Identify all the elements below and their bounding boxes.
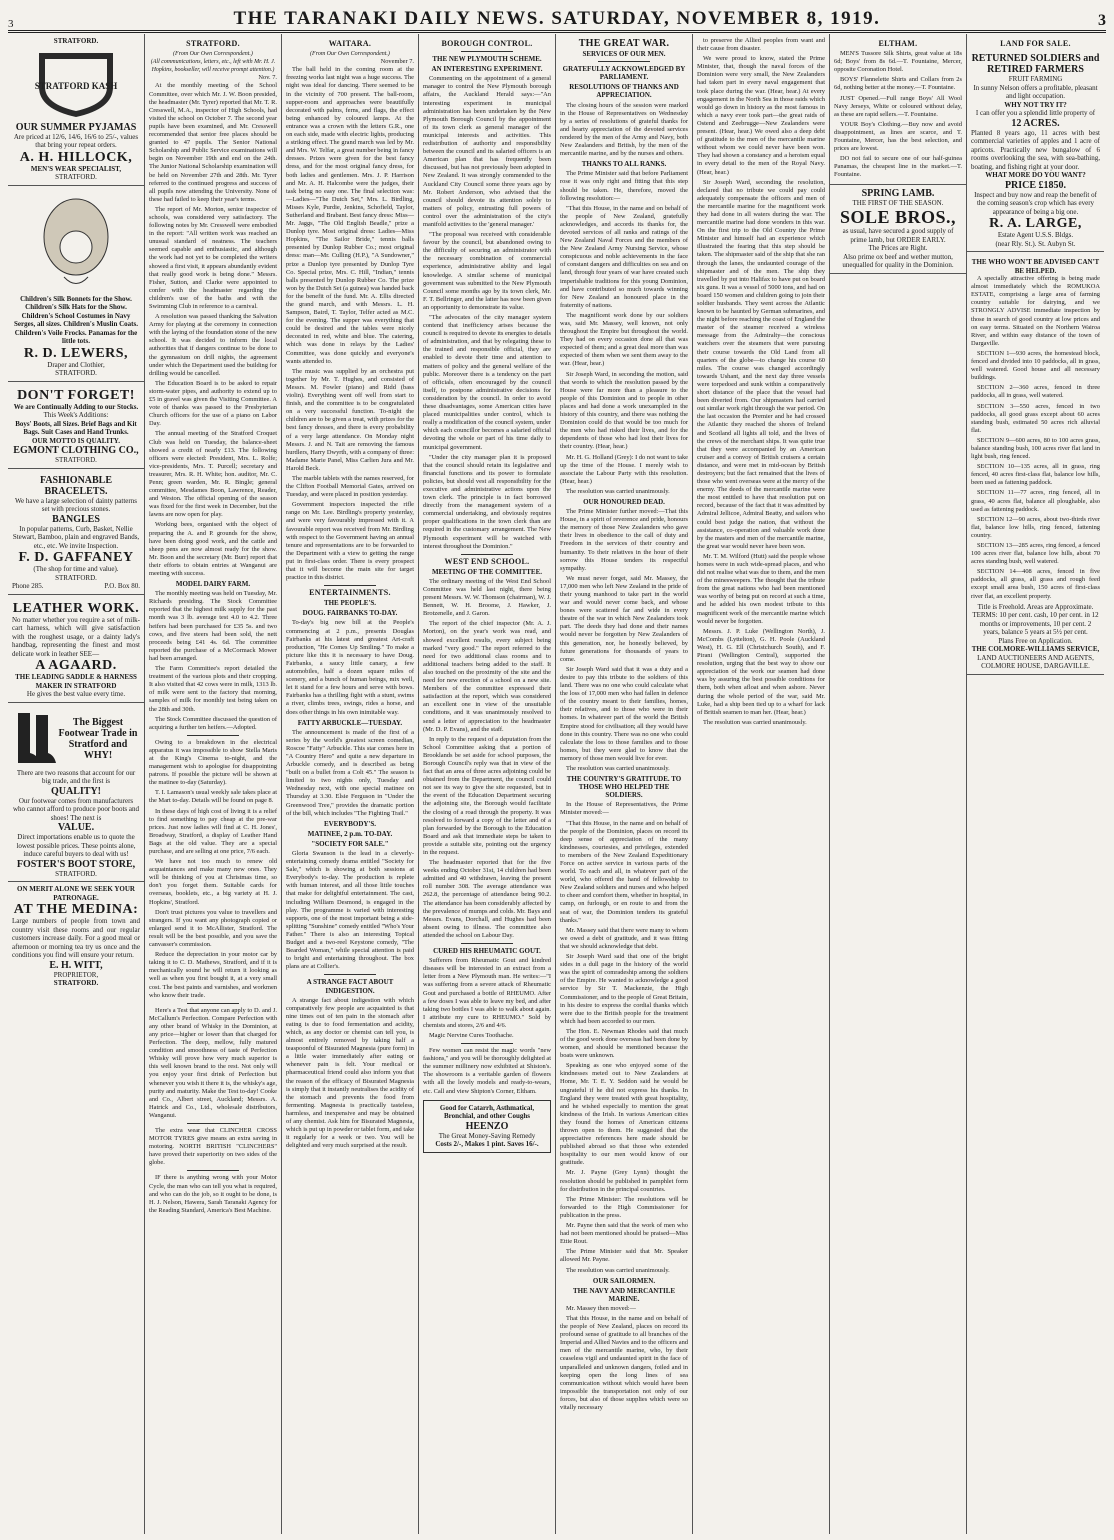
motto: OUR MOTTO IS QUALITY.: [32, 436, 120, 445]
paragraph: The marble tablets with the names reserved, for the Clifton Football Memorial Gates, arrived on Tuesday, and were placed in position yesterday.: [286, 474, 414, 499]
heenzo-heading: Good for Catarrh, Asthmatical, Bronchial, and other Coughs: [439, 1103, 535, 1121]
pyjamas-body: Are priced at 12/6, 14/6, 16/6 to 25/-, values that bring your repeat orders.: [13, 132, 139, 150]
hillock-name: A. H. HILLOCK,: [19, 149, 133, 165]
aagaard-tagline: He gives the best value every time.: [26, 690, 126, 699]
paragraph: The ordinary meeting of the West End School Committee was held last night, there being present Messrs. W. W. Thomson (chairman), W. J. Bennett, W. H. Broome, J. Hawker, J. Brotzenelle, and J. Garon.: [423, 577, 551, 618]
paragraph: SECTION 1—930 acres, the homestead block, fenced and divided into 10 paddocks, all in grass, well watered. Good house and all necessary buildings.: [971, 349, 1100, 382]
paragraph: In reply to the request of a deputation from the School Committee asking that a portion of Brooklands be set aside for school purposes, the Borough Council's reply was that in view of the fact that an area of three acres adjoining could be obtained from the Department, the council could not see its way to give the site requested, but in the event of the Education Department securing the adjoining site, the Borough would facilitate the closing of a road through the property. It was resolved to forward a copy of the letter and of a plan forwarded by the Borough to the Education Board and ask that immediate steps be taken to provide a suitable site, pointing out the urgency in the request.: [423, 735, 551, 856]
paragraph: Mr. Payne then said that the work of men who had not been mentioned should be praised—Miss Ettie Rout.: [560, 1222, 688, 1246]
paragraph: The report of Mr. Morton, senior inspector of schools, was considered very satisfactory. The following notes by Mr. Cresswell were embodied in the report: "All written work was reached an unusual standard of neatness. The teachers seemed capable and enthusiastic, and although the work had not yet to be completed the writers showed a first visit, it appears abundantly evident that really good work is being done." Messrs. Fisher, Sutton, and Clarke were appointed to confer with the headmaster regarding the children's use of the baths and with the Swimming Club in reference to a carnival.: [149, 205, 277, 310]
divider: [461, 51, 512, 52]
paragraph: SECTION 11—77 acres, ring fenced, all in grass, 40 acres flat, balance all ploughable, also used as fattening paddock.: [971, 489, 1100, 513]
hillock-ad: [8, 46, 144, 186]
paragraph: SECTION 14—408 acres, fenced in five paddocks, all grass, all grass and rough feed except small area bush, 150 acres of first-class river flat, an excellent property.: [971, 568, 1100, 600]
soldiers-heading: RETURNED SOLDIERS and RETIRED FARMERS: [971, 53, 1100, 76]
large-p1: In sunny Nelson offers a profitable, pleasant and light occupation.: [973, 83, 1098, 101]
paragraph: Owing to a breakdown in the electrical apparatus it was impossible to show Stella Maris at the King's Cinema to-night, and the management wish to apologise for disappointing patrons. If possible the picture will be shown at the matinee to-day (Saturday).: [149, 738, 277, 787]
footwear-body: There are two reasons that account for our big trade, and the first is: [16, 768, 136, 786]
paragraph: The Prime Minister said that Mr. Speaker allowed Mr. Payne.: [560, 1248, 688, 1264]
paragraph: The resolution was carried unanimously.: [566, 487, 670, 495]
egmont-name: EGMONT CLOTHING CO.,: [13, 445, 139, 457]
subheading: THE NEW PLYMOUTH SCHEME.: [432, 55, 542, 64]
paragraph: The Farm Committee's report detailed the treatment of the various plots and their cropping. It also visited that 42 cows were in milk, 1313 lb. of milk were sent to the factory that morning, samples of milk for monthly test being taken on the 28th and 30th.: [149, 665, 277, 713]
colmore-ad: [967, 255, 1104, 675]
fruit-heading: FRUIT FARMING: [1008, 75, 1063, 84]
paragraph: Sir Joseph Ward, seconding the resolution, declared that no tribute we could pay could adequately compensate the officers and men of the mercantile marine for the magnificent work they had done in all waters during the war. The mercantile marine had done wonders in this war. On the first trip to the Old Country the Prime Minister and himself had an experience which illustrated the fearing that this step should be taken. The shipmaster said of the ship that she ran through the lanes, the undaunted courage of the shipmaster and of the men. The ship they travelled by put into Halifax to have put on board six guns. It was a vessel of 5000 tons, and had on board 150 women and children going to join their soldier husbands. They went across the Atlantic known to be haunted by German submarines, and the night before reaching the coast of England the master of the steamer received a wireless message from the Admiralty—the conscious watchers over the steamers that were pursuing their course towards the Old Land from all quarters of the globe—to change his course 60 miles. The course was changed accordingly towards Ushant, and the next day three vessels were torpedoed and sunk within a comparatively short distance of the place that the vessel had been diverted from. Our shipmasters had carried out similar work right through the war period. On the last occasion the Premier and he had crossed the Atlantic they reached the shores of Ireland and Scotland all lights all told, and the lives of the crews of the merchant ships. It was quite true that they were accompanied by an American cruiser and a convoy of British cruisers a certain distance, and were met in mid-ocean by British destroyers; but the fact remained that the lives of those who went overseas were at the mercy of the enemy. The deeds of the mercantile marine were the most entitled to have that resolution put on record, because of the fact that it was admitted by Admiral Jellicoe, Admiral Beatty, and sailors who could best judge the nation, that without the assistance, co-operation and valuable work done by the masters and men of the mercantile marine, the great war would never have been won.: [697, 178, 825, 550]
lamb-subheading: THE FIRST OF THE SEASON.: [852, 198, 944, 207]
paragraph: The Education Board is to be asked to repair storm-water pipes, and authority to extend up to £5 in gravel was given the Visiting Committee. A vote of thanks was passed to the Presbyterian Church officers for the use of a piano on Labor Day.: [149, 379, 277, 428]
colmore-sub: LAND AUCTIONEERS AND AGENTS, COLMORE HOUSE, DARGAVILLE.: [977, 653, 1094, 671]
medina-body: Large numbers of people from town and country visit these rooms and our regular customers increase daily. For a good meal or afternoon or morning tea try us once and the conditions you find will ensure your return.: [12, 917, 140, 960]
why-heading: WHY NOT TRY IT?: [1004, 100, 1067, 109]
paragraph: Don't trust pictures you value to travellers and strangers. If you want any photograph copied or enlarged send it to McAllister, Stratford. The result will be the best possible, and you save the canvasser's commission.: [149, 908, 277, 949]
heenzo-name: HEENZO: [465, 1120, 509, 1132]
paragraph: In the House of Representatives, the Prime Minister moved:—: [560, 801, 688, 817]
subheading: MEETING OF THE COMMITTEE.: [431, 567, 543, 576]
correspondent-note: (From Our Own Correspondent.): [310, 51, 390, 58]
witt-title: PROPRIETOR,: [53, 970, 99, 979]
article-heading: WAITARA.: [328, 39, 372, 48]
paragraph: Commenting on the appointment of a general manager to control the New Plymouth borough affairs, the Auckland Herald says:—"An interesting experiment in municipal administration has been undertaken by the New Plymouth Borough Council by the appointment of its town clerk as general manager of the municipal interests and activities. This redistribution of authority and responsibility between the council and its salaried officers is an American plan that has frequently been discussed, but has not previously been adopted in New Zealand. It was strongly commended to the Auckland City Council some three years ago by Mr. Robert Anderson, who advised that the council should devote its attention solely to matters of policy, entrusting full powers of control over the administration of the city's manifold activities to the 'general manager.': [423, 75, 551, 228]
article-heading: THE GREAT WAR.: [578, 38, 670, 49]
paragraph: "The proposal was received with considerable favour by the council, but abandoned owing to the difficulty of securing an administrator with the necessary combination of commercial experience, administrative ability and legal knowledge. A similar scheme of municipal government was submitted to the New Plymouth Council some months ago by its town clerk, Mr. F. T. Bellringer, and the latter has now been given an opportunity to demonstrate its value.: [423, 231, 551, 311]
article-heading: BOROUGH CONTROL.: [441, 39, 533, 48]
subheading: RESOLUTIONS OF THANKS AND APPRECIATION.: [569, 83, 679, 100]
plans-note: Plans Free on Application.: [998, 636, 1073, 645]
article-heading: WEST END SCHOOL.: [444, 556, 530, 566]
divider: [461, 943, 512, 944]
aagaard-name: A AGAARD.: [35, 658, 117, 674]
column-6: [693, 34, 830, 1534]
paragraph: The resolution was carried unanimously.: [703, 718, 807, 726]
subheading: THANKS TO ALL RANKS.: [581, 160, 667, 169]
classified-item: DO not fail to secure one of our half-guinea Panamas, the cheapest line in the market.—T. Fountaine.: [834, 155, 962, 179]
subheading: THE COUNTRY'S GRATITUDE. TO THOSE WHO HELPED THE SOLDIERS.: [566, 775, 682, 800]
gaffaney-name: F. D. GAFFANEY: [18, 550, 134, 566]
subheading: DOUG. FAIRBANKS TO-DAY.: [302, 609, 398, 618]
large-p4: Inspect and buy now and reap the benefit of the coming season's crop which has every appearance of being a big one.: [974, 190, 1097, 216]
bracelets-heading: FASHIONABLE BRACELETS.: [39, 474, 113, 497]
bangles-body: In popular patterns, Curb, Basket, Nellie Stewart, Bamboo, plain and engraved Bands, etc., etc. We invite Inspection.: [12, 524, 140, 550]
want-heading: WHAT MORE DO YOU WANT?: [985, 171, 1086, 180]
column-2: [145, 34, 282, 1534]
additions-heading: This Week's Additions:: [43, 411, 109, 420]
article-date: November 7.: [380, 58, 414, 66]
paragraph: "Under the city manager plan it is proposed that the council should retain its legislative and financial functions and its power to formulate policies, but should vest all responsibility for the executive and administrative actions upon the town clerk. The principle is in fact borrowed directly from the management system of a commercial undertaking, and obviously requires proper qualifications in the town clerk than are required in the customary arrangement. The New Plymouth experiment will be watched with interest throughout the Dominion.": [423, 453, 551, 550]
paragraph: "That this House, in the name and on behalf of the people of New Zealand, gratefully acknowledges, and accords its thanks for, the devoted services of all ranks and ratings of the New Zealand Naval Forces and the members of the New Zealand Army Nursing Service, whose conspicuous and noble achievements in the face of constant dangers and difficulties on sea and on land, through four years of war have created such imperishable traditions for this young Dominion, and have contributed so much towards winning for New Zealand an honoured place in the fraternity of nations.: [560, 204, 688, 309]
acres-heading: 12 ACRES.: [1011, 117, 1060, 129]
leather-body: No matter whether you require a set of milk-cart harness, which will give satisfaction with the roughest usage, or a dainty lady's handbag, representing the finest and most delicate work in leather SEE—: [12, 615, 140, 658]
lewers-name: R. D. LEWERS,: [23, 345, 129, 361]
paragraph: The annual meeting of the Stratford Croquet Club was held on Tuesday, the balance-sheet showed a credit of nearly £13. The following officers were elected: President, Mrs. L. Rolfe; vice-presidents, Mrs. T. Purcell; secretary and treasurer, Mrs. R. H. White; hon. auditor, Mr. C. Penn; green warden, Mr. R. Bingle; general committee, Mesdames Boon, Lawrence, Reader, and Weston. The official opening of the season was fixed for the first week in December, but the lawns are now open for play.: [149, 430, 277, 519]
quality-heading: QUALITY!: [50, 785, 101, 797]
column-1: [8, 34, 145, 1534]
lamb-heading: SPRING LAMB.: [861, 187, 935, 199]
paragraph: Sufferers from Rheumatic Gout and kindred diseases will be interested in an extract from a letter from a New Plymouth man. He writes:—"I was suffering from a severe attack of Rheumatic Gout and purchased a bottle of RHEUMO. After a few doses I was able to leave my bed, and after taking two bottles I was able to walk about again. I attribute my cure to RHEUMO." Sold by chemists and stores, 2/6 and 4/6.: [423, 957, 551, 1029]
article-heading: LAND FOR SALE.: [1000, 39, 1071, 48]
classified-item: MEN'S Tussore Silk Shirts, great value at 18s 6d; Boys' from 8s 6d.—T. Fountaine, Mercer, opposite Coronation Hotel.: [834, 50, 962, 74]
paragraph: A specially attractive offering is being made almost immediately which the ROMUKOA ESTATE, comprising a large area of farming country suitable for dairying, and we STRONGLY ADVISE immediate inspection by those in search of good country at low prices and on easy terms. Situated on the Northern Wairoa River, and within easy distance of the town of Dargaville.: [971, 275, 1100, 347]
paragraph: The Prime Minister further moved:—That this House, in a spirit of reverence and pride, honours the memory of those New Zealanders who gave their lives in obedience to the call of duty and Freedom in the services of their country and humanity. To their relatives in the hour of their sorrow this House tenders its respectful sympathy.: [560, 508, 688, 572]
column-3: [282, 34, 419, 1534]
egmont-ad: [8, 385, 144, 469]
value-heading: VALUE.: [57, 822, 95, 834]
paragraph: The headmaster reported that for the five weeks ending October 31st, 14 children had been admitted and 40 withdrawn, leaving the present roll number 308. The average attendance was 262.8, the percentage of attendance being 90.2. The attendance has been considerably affected by the prevalence of mumps and colds. Mr. Bays and Messrs. Evans, Dorchall, and Hughes had been absent owing to illness. The committee also attended the school on Labour Day.: [423, 859, 551, 939]
lewers-ad: [8, 189, 144, 382]
paragraph: The ball held in the coming room at the freezing works last night was a huge success. The night was ideal for dancing. There seemed to be in the vicinity of 700 present. The ball-room, supper-room and approaches were beautifully decorated with palms, ferns, and flags, the effect being enhanced by coloured lamps. At the entrance was a crown with the letters G.R., one on each side, made with electric lights, producing a striking effect. The grand march was led by Mr. and Mrs. W. Telfar, a great number being in fancy dresses. Prizes were given for the best fancy dress, and for the most original fancy dress, for both ladies and gentlemen. Mrs. J. P. Harrison and Mr. A. H. Halcombe were the judges, their task being no easy one. The final selection was:—Ladies—"The Dutch Set," Mrs. L. Birdling, Misses Kyle, Purdie, Jenkins, Schofield, Taylor, Sutherland and Brabant. Best fancy dress: Miss—Mr. Jaggs, "The Old English Beadle," prize a Dunlop tyre. Most original dress: Ladies—Miss Hopkins, "The Sailor Bride," tennis balls presented by Dunlop Rubber Co.; most original dress: man—Mr. Culling (H.P.), "A Sundowner," prize a Dunlop tyre presented by Dunlop Tyre Co. Special prize, Mrs. C. Hill, "Indian," tennis balls presented by Dunlop Rubber Co. The prize won by the Dutch Set (a guinea) was handed back for the benefit of the fund. Mr. A. Ellis directed the grand march, and with Messrs. L. H. Sampson, Baird, T. Taylor, Telfer acted as M.C. for the evening. The supper was everything that could be desired and the tables were nicely decorated in red, white and blue. The catering, which was done in relays by the Ladies' Committee, was done quickly and everyone's wants attended to.: [286, 66, 414, 365]
paragraph: The Stock Committee discussed the question of acquiring a further ten heifers.—Adopted.: [149, 715, 277, 731]
merit-line: ON MERIT ALONE WE SEEK YOUR PATRONAGE.: [17, 885, 135, 902]
paragraph: Magic Nervine Cures Toothache.: [429, 1031, 514, 1039]
paragraph: We were proud to know, stated the Prime Minister, that, though the naval forces of the Dominion were very small, the New Zealanders had taken part in every naval engagement that took place during the war. (Hear, hear.) At every engagement in the North Sea in those raids which would go down in history as the most famous in which a navy ever took part—the great raids of Ostend and Zeebrugge—New Zealanders were present. (Hear, hear.) We owed also a deep debt of gratitude to the men of the mercantile marine without whom we could never have been won. They had shown a constancy and a heroism equal in every detail to the men of the Royal Navy. (Hear, hear.): [697, 55, 825, 176]
logo-text: STRATFORD KASH: [34, 80, 118, 91]
paragraph: Gloria Swanson is the lead in a cleverly-entertaining comedy drama entitled "Society for Sale," which is showing at both sessions at Everybody's to-day. The production is replete with human interest, and all those little touches that make for delightful entertainment. The cast, including William Desmond, is engaged in the play. The programme is varied with interesting supports, one of the most important being a side-splitting "Sunshine" comedy entitled "Who's Your Father." There is also an interesting Topical Budget and a two-reel Keystone comedy, "The Bearded Woman," while special attention is paid to bright and entertaining throughout. The box plans are at Collier's.: [286, 850, 414, 971]
paragraph: Mr. H. G. Holland (Grey): I do not want to take up the time of the House. I merely wish to associate the Labour Party with this resolution. (Hear, hear.): [560, 453, 688, 485]
communications-note: (All communications, letters, etc., left with Mr. H. J. Hopkins, bookseller, will receive prompt attention.): [150, 59, 276, 74]
paragraph: Here's a Test that anyone can apply to D. and J. McCallum's Perfection. Compare Perfection with any other brand of Whisky in the Dominion, at any price—higher or lower than that charged for Perfection. The deep, mellow, fully matured condition and smoothness of taste of Perfection Whisky will prove how very much superior is this well known brand to the rest. Not only will you enjoy your first drink of Perfection but whenever you wish it there it is, the whisky's age, purity and maturity. Make the Test to-day! Cooke and Co., Albert street, Auckland; Messrs. A. Hatrick and Co., Ltd., wholesale distributors, Wanganui.: [149, 1006, 277, 1119]
subheading: OUR HONOURED DEAD.: [583, 497, 665, 506]
paragraph: Government inspectors inspected the rifle range on Mr. Lee. Birdling's property yesterday, and were very favourably impressed with it. A favourable report was received from Mr. Birdling with respect to the Government having an annual tenure and representations are to be forwarded to the Department with a view to getting the range put in first-class order. There is every prospect that it will become the main site for target practice in this district.: [286, 501, 414, 582]
title-note: Title is Freehold. Areas are Approximate.: [977, 602, 1094, 611]
subheading: MATINEE, 2 p.m. TO-DAY.: [307, 829, 393, 838]
heenzo-price: Costs 2/-, Makes 1 pint. Saves 16/-.: [435, 1140, 539, 1149]
article-heading: STRATFORD.: [186, 39, 240, 48]
large-p2: I can offer you a splendid little property of: [975, 109, 1096, 118]
aagaard-ad: [8, 598, 144, 703]
gaffaney-ad: [8, 472, 144, 595]
boots-illustration-icon: [12, 709, 56, 769]
divider: [324, 974, 375, 975]
divider: [598, 61, 649, 62]
large-p3: Planted 8 years ago, 11 acres with best commercial varieties of apples and 1 acre of apricots. Practically new bungalow of 6 rooms overlooking the sea, with sea-bathing, boating, and fishing right at your door.: [971, 128, 1100, 171]
lewers-lines: Children's Silk Bonnets for the Show. Children's Silk Hats for the Show. Children's School Costumes in Navy Serges, all sizes. Children's Muslin Coats. Children's Voile Frocks. Panamas for the little tots.: [14, 294, 138, 346]
paragraph: IF there is anything wrong with your Motor Cycle, the man who can tell you what is required, and who can do the job, so it ought to be done, is H. J. Nelson, Hawera, Sarah Taranaki Agency for the Reading Standard, America's Best Machine.: [149, 1174, 277, 1214]
classified-item: BOYS' Flannelette Shirts and Collars from 2s 6d, nothing better at the money.—T. Fountaine.: [834, 76, 962, 92]
masthead-left: 3: [8, 18, 14, 30]
lewers-trade: Draper and Clothier,: [47, 360, 105, 369]
subheading: GRATEFULLY ACKNOWLEDGED BY PARLIAMENT.: [562, 65, 686, 82]
paragraph: Mr. T. M. Wilford (Hutt) said the people whose homes were in such wide-spread places, and who did not realise what was due to them, and the men of the minesweepers. The thought that the tribute from the great nations who had been mentioned was worthy of being put on record at such a time, and he added his own modest tribute to this magnificent work of the mercantile marine which would never be forgotten.: [697, 552, 825, 625]
egmont-town: STRATFORD.: [55, 456, 97, 465]
paragraph: The music was supplied by an orchestra put together by Mr. T. Hughes, and consisted of Messrs. M. Fowler (piano) and Ridd (bass violin). Everything went off well from start to finish, and the committee is to be congratulated on a very successful function. To-night the children are to be given a treat, with prizes for the best fancy dresses, and there is every probability of a very large attendance. On Monday night Messrs. J. and N. Tait are removing the famous hurdlers, Harry Dwyrth, with a company of three: Madame Marie Panel, Miss Carlien Jura and Mr. Harold Beck.: [286, 367, 414, 472]
paragraph: Mr. Massey said that there were many to whom we owed a debt of gratitude, and it was fitting that we should acknowledge that debt.: [560, 926, 688, 950]
subheading: AN INTERESTING EXPERIMENT.: [431, 65, 543, 74]
divider: [187, 1123, 238, 1124]
quality-body: Our footwear comes from manufacturers who cannot afford to produce poor boots and shoes! The next is: [12, 796, 140, 822]
medina-heading: AT THE MEDINA:: [13, 902, 139, 918]
bangles-heading: BANGLES: [52, 513, 100, 525]
article-heading: ELTHAM.: [878, 39, 918, 48]
paragraph: "That this House, in the name and on behalf of the people of the Dominion, places on record its deep sense of appreciation of the many kindnesses, courtesies, and privileges, extended to members of the New Zealand Expeditionary Force on active service in various parts of the world. To each and all, in whatever part of the world, who offered the hand of fellowship to New Zealand soldiers and nurses and who helped to cheer and comfort them, whether in hospital, in camp, on furlough, or en route to and from the seat of war, the Dominion tenders its grateful thanks.": [560, 819, 688, 924]
masthead: [8, 8, 1106, 33]
subheading: SERVICES OF OUR MEN.: [582, 50, 666, 59]
paragraph: Reduce the depreciation in your motor car by taking it to C. D. Mathews, Stratford, and if it is mechanically sound he will return it looking as well as when you first bought it, at a very small cost. The best paints and varnishes, and workmen who know their trade.: [149, 951, 277, 999]
paragraph: Speaking as one who enjoyed some of the kindnesses meted out to New Zealanders at Home, Mr. T. E. Y. Seddon said he would be ungrateful if he did not express his thanks. In England they were treated with great hospitality, and he wished especially to mention the great kindness of the Irish. In various American cities they found the homes of American citizens thrown open to them. He suggested that the appreciative references here made should be published abroad so that those who extended hospitality to our men would know of our gratitude.: [560, 1062, 688, 1167]
leather-heading: LEATHER WORK.: [12, 600, 140, 616]
paragraph: In these days of high cost of living it is a relief to find something to pay cheap at the pre-war prices. Just now ladies will find at C. H. Jones', Broadway, Stratford, a display of Leather Hand Bags at the old value. They are a special purchase, and are selling at one price, 7/6 each.: [149, 807, 277, 855]
paragraph: At the monthly meeting of the School Committee, over which Mr. J. W. Boon presided, the headmaster (Mr. Tyrer) reported that Mr. T. R. Cresswell, M.A., inspector of High Schools, had visited the school on October 7. The second year pupils have been examined, and Mr. Cresswell recommended that senior free places should be granted to 47 pupils. The Senior National Scholarship and Public Service examinations will begin on November 19th and end on the 24th. The Junior National Scholarship examination will be held on November 27th and 28th. Mr. Tyrer referred to the continued progress and success of all pupils now attending the University. None of these had failed to keep their year's terms.: [149, 82, 277, 203]
paragraph: The resolution was carried unanimously.: [566, 1266, 670, 1274]
sole-also: Also prime ox beef and wether mutton, unequalled for quality in the Dominion.: [842, 252, 954, 269]
pyjamas-heading: OUR SUMMER PYJAMAS: [15, 121, 137, 133]
subheading: FATTY ARBUCKLE—TUESDAY.: [297, 718, 403, 727]
column-8: [967, 34, 1104, 1534]
subheading: THE NAVY AND MERCANTILE MARINE.: [572, 1286, 676, 1303]
colmore-name: THE COLMORE-WILLIAMS SERVICE,: [971, 645, 1100, 654]
advised-heading: THE WHO WON'T BE ADVISED CAN'T BE HELPED.: [971, 258, 1100, 275]
heenzo-ad: [423, 1100, 551, 1153]
paragraph: The Prime Minister: The resolutions will be forwarded to the High Commissioner for publication in the press.: [560, 1195, 688, 1219]
foster-name: FOSTER'S BOOT STORE,: [16, 858, 136, 870]
price: PRICE £1850.: [1004, 179, 1067, 191]
paragraph: "The advocates of the city manager system contend that inefficiency arises because the council is required to devote its energies to details of administration, and that by relegating these to the trained and responsible official, they are enabled to devote their time and attention to matters of policy and the general welfare of the public. Moreover there is a tendency on the part of officials, often encouraged by the council itself, to postpone administrative decisions for consideration by the council. In order to avoid these disadvantages, some American cities have placed municipalities under control, which is really a modification of the council system, under which each councillor becomes a salaried official devoting the whole or part of his time daily to municipal government.: [423, 314, 552, 451]
column-dateline: STRATFORD.: [53, 37, 99, 45]
hillock-town: STRATFORD.: [55, 173, 97, 182]
subheading: EVERYBODY'S.: [323, 819, 377, 828]
sole-prices: The Prices are Right.: [868, 244, 928, 252]
bonnet-illustration-icon: [36, 192, 116, 292]
paragraph: The closing hours of the session were marked in the House of Representatives on Wednesday by a series of resolutions of grateful thanks for and hearty appreciation of the devoted services rendered by the men of the Army and Navy, both New Zealanders and British, by the men of the mercantile marine, and by the nurses and others.: [560, 101, 688, 158]
medina-ad: [12, 885, 140, 988]
column-5: [556, 34, 693, 1534]
divider: [187, 735, 238, 736]
subheading: CURED HIS RHEUMATIC GOUT.: [433, 947, 541, 956]
terms-note: TERMS: 10 per cent. cash, 10 per cent. in 12 months or improvements, 10 per cent. 2 years, balance 5 years at 5½ per cent.: [972, 611, 1099, 637]
column-4: [419, 34, 556, 1534]
classified-item: JUST Opened.—Full range Boys' All Wool Navy Jerseys, White or coloured without delay, as these are rapid sellers.—T. Fountaine.: [834, 94, 962, 118]
paragraph: That this House, in the name and on behalf of the people of New Zealand, places on record its profound sense of gratitude to all branches of the Imperial and Allied Navies and to the officers and men of the mercantile marine, who, by their ceaseless vigil and undaunted spirit in the face of unparalleled and unknown dangers, foiled and in keeping open the long lines of sea communication without which would have been impossible the transportation not only of our forces, but also of those supplies which were so vitally necessary: [560, 1314, 688, 1411]
article-date: Nov. 7.: [258, 74, 277, 82]
divider: [324, 585, 375, 586]
page-number: 3: [1098, 12, 1106, 29]
paragraph: SECTION 9—600 acres, 80 to 100 acres grass, balance standing bush, 100 acres river flat land in light bush, ring fenced.: [971, 436, 1100, 461]
foster-town: STRATFORD.: [55, 869, 97, 878]
divider: [461, 1043, 512, 1044]
paragraph: The resolution was carried unanimously.: [566, 764, 670, 772]
paragraph: SECTION 3—550 acres, fenced in two paddocks, all good grass except about 60 acres standing bush, estimated 50 acres rich alluvial flat.: [971, 402, 1100, 434]
paragraph: The extra wear that CLINCHER CROSS MOTOR TYRES give means an extra saving in motoring. NORTH BRITISH "CLINCHERS" have proved their superiority on two sides of the globe.: [149, 1127, 277, 1167]
paragraph: The Prime Minister said that before Parliament rose it was only right and fitting that this step should be taken. He, therefore, moved the following resolution:—: [560, 170, 688, 202]
paragraph: The monthly meeting was held on Tuesday, Mr. Richards presiding. The Stock Committee reported that the highest milk supply for the past month was 3 lb. average test 4.0 to 4.2. Three heifers had been purchased for £35 5s. and two cows, and five steers had been sold, the nett proceeds being £41 4s. 6d. The committee reported the purchase of a McCormack Mower had been arranged.: [149, 590, 277, 662]
paragraph: To-day's big new bill at the People's commencing at 2 p.m., presents Douglas Fairbanks at his latest and greatest Art-craft production, "He Comes Up Smiling." To make a picture like this it is necessary to have Doug. Fairbanks, a saucy little canary, a few automobiles, half a dozen square miles of scenery, and a bunch of human beings, mix well, let it stand for a few hours and serve with bows. Fairbanks has a thrilling fight with a stunt, swims a river, climbs trees, swings, rides a horse, and does other things in his own inimitable way.: [286, 619, 414, 716]
subheading: THE PEOPLE'S.: [323, 599, 377, 608]
subheading: "SOCIETY FOR SALE.": [311, 839, 389, 848]
paragraph: Mr. Massey then moved:—: [566, 1304, 636, 1312]
divider: [461, 554, 512, 555]
subheading: A STRANGE FACT ABOUT INDIGESTION.: [306, 978, 394, 995]
lewers-town: STRATFORD.: [55, 369, 97, 378]
paragraph: The report of the chief inspector (Mr. A. J. Morton), on the year's work was read, and showed excellent results, every subject being marked "very good." The report referred to the need for two additional class rooms and to additional teachers being added to the staff. It also touched on the proximity of the site and the need for new erection of a school on a new site. Members of the committee expressed their satisfaction at the report, which was considered an excellent one in view of the unsuitable conditions, and it was unanimously resolved to send a letter of appreciation to the headmaster (Mr. D. P. Evans), and the staff.: [423, 620, 551, 733]
paragraph: The announcement is made of the first of a series by the world's greatest screen comedian, Roscoe "Fatty" Arbuckle. This star comes here in "A Country Hero" and quite a new departure in Arbuckle comedy, and is described as being "built on a bullet from a Colt 45." The season is limited to two nights only, Tuesday and Wednesday next, with one special matinee on Thursday at 3.30. Elsie Ferguson in "Under the Greenwood Tree," provides the dramatic portion of the bill, which includes "The Fighting Trail.": [286, 728, 414, 817]
paragraph: SECTION 12—90 acres, about two-thirds river flat, balance low hills, ring fenced, fattening country.: [971, 515, 1100, 539]
paragraph: Sir Joseph Ward said that it was a duty and a desire to pay this tribute to the soldiers of this land. There was no one who could calculate what the loss of 17,000 men who had fallen in defence of the country meant to their families, homes, their relatives, and to those who were in their homes. In whatever part of the world the British Empire stood for civilisation; all they would have done in this country. There was no one who could calculate the loss to those families and to those homes, but they were glad to know that the memory of those men would live for ever.: [560, 665, 688, 762]
heenzo-tagline: The Great Money-Saving Remedy: [438, 1131, 536, 1140]
hillock-trade: MEN'S WEAR SPECIALIST,: [30, 164, 122, 173]
paragraph: Working bees, organised with the object of preparing the A. and P. grounds for the show, have been doing good work, and the cattle and sheep pens are now almost ready for the show. Mr. Boon and the secretary (Mr. Burr) report that their efforts to obtain entries at Wanganui are meeting with success.: [149, 521, 277, 577]
paragraph: SECTION 13—285 acres, ring fenced, a fenced 100 acres river flat, balance low hills, about 70 acres standing bush, well watered.: [971, 542, 1100, 566]
column-7: [830, 34, 967, 1534]
gaffaney-contact: [12, 582, 140, 591]
dont-forget-body: We are Continually Adding to our Stocks.: [13, 402, 139, 411]
divider: [187, 1170, 238, 1171]
paragraph: SECTION 10—135 acres, all in grass, ring fenced, 40 acres first-class flat, balance low hills, been used as fattening paddock.: [971, 463, 1100, 487]
aagaard-trade: THE LEADING SADDLE & HARNESS MAKER IN STRATFORD: [15, 673, 137, 690]
bracelets-body: We have a large selection of dainty patterns set with precious stones.: [15, 496, 137, 514]
subheading: MODEL DAIRY FARM.: [175, 580, 251, 589]
article-heading: ENTERTAINMENTS.: [309, 588, 391, 598]
witt-town: STRATFORD.: [53, 979, 99, 988]
sole-body: as usual, have secured a good supply of prime lamb, but ORDER EARLY.: [842, 227, 954, 244]
paragraph: We must never forget, said Mr. Massey, the 17,000 men who left New Zealand in the pride of their young manhood to take part in the world war and would never come back, and whose bones were scattered far and wide in every theatre of the war in which New Zealanders took part. The deeds they had done and their names would never be forgotten by New Zealanders of this generation, nor, he honestly believed, by future generations for thousands of years to come.: [560, 574, 688, 663]
paragraph: to preserve the Allied peoples from want and their cause from disaster.: [697, 37, 825, 53]
gaffaney-po: P.O. Box 80.: [104, 582, 140, 591]
paragraph: A strange fact about indigestion with which comparatively few people are acquainted is that nine times out of ten pain in the stomach after eating is due to food fermentation and acidity, which, as any doctor or chemist can tell you, is almost entirely removed by taking half a teaspoonful of Bisurated Magnesia (pure form) in a little water immediately after eating or whenever pain is felt. Your medical or pharmaceutical friend could also inform you that the reason of the efficacy of Bisurated Magnesia is simply that it instantly neutralises the acidity of the stomach and prevents the food from fermenting. Magnesia is practically tasteless, harmless, and inexpensive and may be obtained of any chemist. Ask him for Bisurated Magnesia, which is put up in powder or tablet form, and take it regularly for a week or two. You will be delighted and very much surprised at the result.: [286, 996, 414, 1150]
value-body: Direct importations enable us to quote the lowest possible prices. These points alone, induce careful buyers to deal with us!: [16, 833, 136, 859]
paragraph: Mr. J. Payne (Grey Lynn) thought the resolution should be published in pamphlet form for distribution in the principal countries.: [560, 1169, 688, 1193]
classified-item: YOUR Boy's Clothing.—Buy now and avoid disappointment, as lines are scarce, and T. Fountaine, Mercer, has the best selection, and prices are lowest.: [834, 120, 962, 153]
subheading: OUR SAILORMEN.: [592, 1276, 656, 1285]
gaffaney-sub: (The shop for time and value). STRATFORD.: [33, 565, 119, 582]
divider: [187, 1003, 238, 1004]
paragraph: Sir Joseph Ward said that one of the bright sides in a dull page in the history of the world was the spirit of comradeship among the soldiers of the Empire. He wanted to acknowledge a good service by Sir T. Mackenzie, the High Commissioner, and to the people of Great Britain, in his desire to express the cordial thanks which were due to the British people for the treatment which had been accorded to our men.: [560, 953, 688, 1025]
paragraph: Sir Joseph Ward, in seconding the motion, said that words to which the resolution passed by the House were far more than a pleasure to the people of this Dominion and to people in other places and had done a work unexampled in the history of this country, and there was nothing the Dominion could do that would be too much for the men who had risked their lives, and for the dependents of those who had lost their lives for their country. (Hear, hear.): [560, 370, 688, 451]
columns: [8, 34, 1106, 1534]
dont-forget-heading: DON'T FORGET!: [17, 387, 135, 403]
paragraph: The Hon. E. Newman Rhodes said that much of the good work done overseas had been done by women, and should be mentioned because the boats were unknown.: [560, 1027, 688, 1060]
correspondent-note: (From Our Own Correspondent.): [173, 51, 253, 58]
footwear-heading: The Biggest Footwear Trade in Stratford and WHY!: [58, 716, 138, 761]
paragraph: We have not too much to renew old acquaintances and make many new ones. They will be thinking of you at Christmas time, so don't you forget them. Suitable cards for overseas, booklets, etc., a big variety at H. J. Hopkins', Stratford.: [149, 858, 277, 906]
large-line1: Estate Agent U.S.S. Bldgs.: [997, 231, 1074, 240]
sole-name: SOLE BROS.,: [839, 207, 957, 227]
paragraph: Messrs. J. P. Luke (Wellington North), J. McCombs (Lyttelton), G. H. Poole (Auckland West), H. G. Ell (Christchurch South), and F. Pirani (Wellington Central), supported the resolution, urging that the best way to show our appreciation of the work our seamen had done was by assuring the best possible conditions for them, both when afloat and when ashore. Never during the whole period of the war, said Mr. Luke, had a ship been tied up to a wharf for lack of British seamen to man her. (Hear, hear.): [697, 627, 825, 716]
paragraph: A resolution was passed thanking the Salvation Army for playing at the ceremony in connection with the laying of the foundation stone of the new school. It was decided to inform the local authorities that if dangers continue to be done to the gymnasium on drill nights, the agreement under which the Department used the building for drilling would be cancelled.: [149, 313, 277, 377]
paragraph: The magnificent work done by our soldiers was, said Mr. Massey, well known, not only throughout the Empire but throughout the world. They had on every occasion done all that was expected of them; and a great deal more than was expected of them when we sent them away to the war. (Hear, hear.): [560, 311, 688, 368]
newspaper-title: THE TARANAKI DAILY NEWS. SATURDAY, NOVEMBER 8, 1919.: [233, 8, 881, 29]
large-ad: [967, 50, 1104, 252]
sole-bros-ad: [830, 184, 966, 274]
paragraph: T. I. Lamason's usual weekly sale takes place at the Mart to-day. Details will be found on page 8.: [149, 789, 277, 805]
additions-list: Boys' Boots, all Sizes. Brief Bags and Kit Bags. Suit Cases and Hand Trunks.: [15, 419, 137, 437]
large-name: R. A. LARGE,: [989, 216, 1082, 232]
shield-logo-icon: [31, 49, 121, 119]
large-line2: (near Rly. St.). St. Aubyn St.: [995, 239, 1076, 248]
paragraph: SECTION 2—360 acres, fenced in three paddocks, all in grass, well watered.: [971, 384, 1100, 400]
gaffaney-phone: Phone 285.: [12, 582, 44, 591]
witt-name: E. H. WITT,: [49, 959, 103, 971]
foster-ad: [8, 706, 144, 883]
paragraph: Few women can resist the magic words "new fashions," and you will be thoroughly delighted at the summer millinery now exhibited at Shiston's. The showroom is a veritable garden of flowers with all the lovely models and ready-to-wears, etc. Call and view Shipton's Corner, Eltham.: [423, 1047, 551, 1095]
